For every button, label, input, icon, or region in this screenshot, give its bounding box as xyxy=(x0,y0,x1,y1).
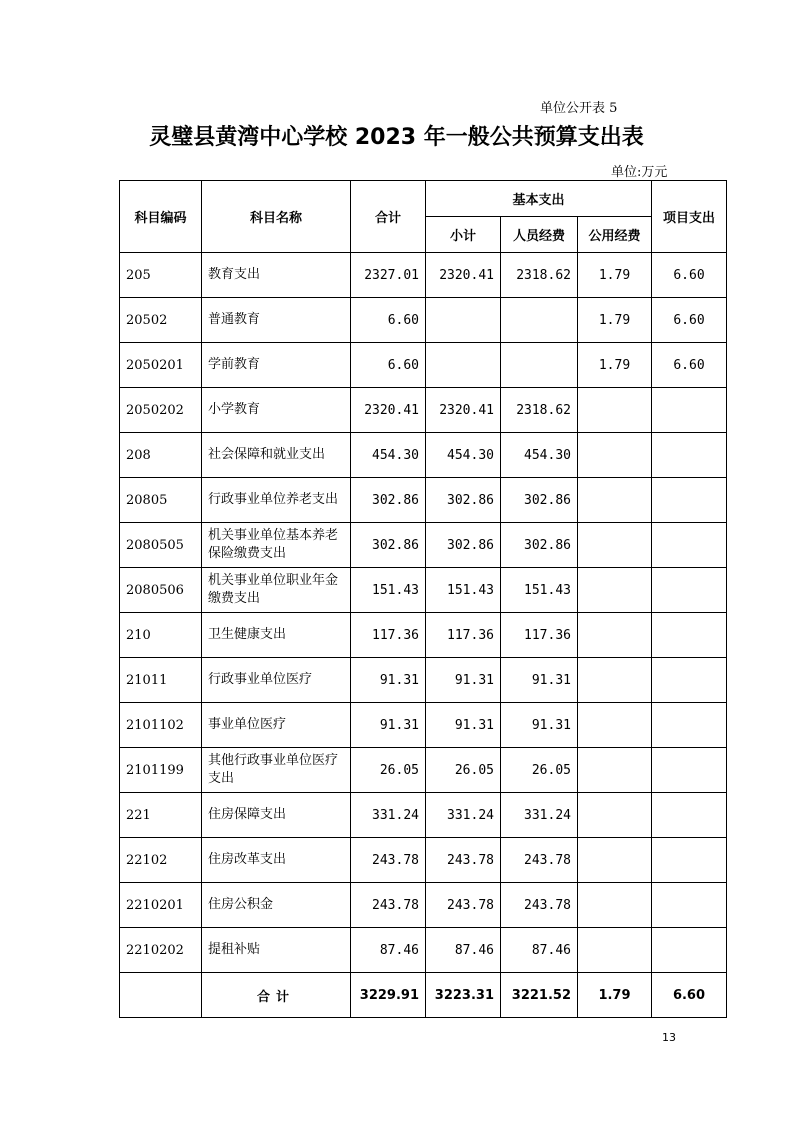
cell-subtotal: 91.31 xyxy=(426,703,501,748)
cell-public xyxy=(578,883,652,928)
cell-project xyxy=(652,793,727,838)
cell-personnel: 302.86 xyxy=(501,478,578,523)
cell-personnel: 26.05 xyxy=(501,748,578,793)
cell-public xyxy=(578,658,652,703)
cell-subtotal: 302.86 xyxy=(426,478,501,523)
cell-code: 2210201 xyxy=(120,883,202,928)
cell-public xyxy=(578,928,652,973)
cell-name: 学前教育 xyxy=(202,343,351,388)
cell-subtotal: 243.78 xyxy=(426,883,501,928)
cell-project xyxy=(652,478,727,523)
total-row-personnel: 3221.52 xyxy=(501,973,578,1018)
table-row xyxy=(120,838,727,883)
cell-subtotal xyxy=(426,343,501,388)
cell-public xyxy=(578,703,652,748)
cell-total: 117.36 xyxy=(351,613,426,658)
cell-subtotal: 2320.41 xyxy=(426,253,501,298)
cell-personnel: 91.31 xyxy=(501,703,578,748)
total-row-public: 1.79 xyxy=(578,973,652,1018)
cell-personnel: 91.31 xyxy=(501,658,578,703)
budget-table xyxy=(119,180,727,1018)
table-row xyxy=(120,433,727,478)
cell-public xyxy=(578,388,652,433)
cell-public: 1.79 xyxy=(578,253,652,298)
cell-project xyxy=(652,568,727,613)
cell-code: 2101199 xyxy=(120,748,202,793)
total-row-code-cell xyxy=(120,973,202,1018)
cell-personnel: 302.86 xyxy=(501,523,578,568)
page-number: 13 xyxy=(662,1031,676,1044)
cell-project xyxy=(652,703,727,748)
header-total: 合计 xyxy=(351,181,426,253)
cell-code: 2050201 xyxy=(120,343,202,388)
cell-project xyxy=(652,388,727,433)
cell-total: 2320.41 xyxy=(351,388,426,433)
cell-name: 教育支出 xyxy=(202,253,351,298)
cell-name: 事业单位医疗 xyxy=(202,703,351,748)
cell-name: 住房公积金 xyxy=(202,883,351,928)
cell-name: 卫生健康支出 xyxy=(202,613,351,658)
header-subtotal: 小计 xyxy=(426,217,501,253)
cell-project: 6.60 xyxy=(652,298,727,343)
cell-project xyxy=(652,883,727,928)
cell-subtotal xyxy=(426,298,501,343)
cell-code: 20502 xyxy=(120,298,202,343)
table-row xyxy=(120,793,727,838)
cell-code: 205 xyxy=(120,253,202,298)
cell-subtotal: 151.43 xyxy=(426,568,501,613)
cell-name: 其他行政事业单位医疗支出 xyxy=(202,748,351,793)
table-number-label: 单位公开表 5 xyxy=(540,101,618,116)
cell-personnel: 87.46 xyxy=(501,928,578,973)
cell-personnel: 2318.62 xyxy=(501,388,578,433)
cell-name: 社会保障和就业支出 xyxy=(202,433,351,478)
cell-public xyxy=(578,433,652,478)
cell-name: 行政事业单位医疗 xyxy=(202,658,351,703)
table-row xyxy=(120,478,727,523)
total-row-subtotal: 3223.31 xyxy=(426,973,501,1018)
cell-code: 2080505 xyxy=(120,523,202,568)
page-title: 灵璧县黄湾中心学校 2023 年一般公共预算支出表 xyxy=(149,125,644,150)
cell-subtotal: 454.30 xyxy=(426,433,501,478)
table-row xyxy=(120,568,727,613)
cell-project xyxy=(652,658,727,703)
table-row xyxy=(120,523,727,568)
cell-code: 2101102 xyxy=(120,703,202,748)
cell-name: 住房保障支出 xyxy=(202,793,351,838)
total-row-total: 3229.91 xyxy=(351,973,426,1018)
cell-code: 22102 xyxy=(120,838,202,883)
cell-total: 6.60 xyxy=(351,343,426,388)
cell-project xyxy=(652,748,727,793)
cell-project xyxy=(652,523,727,568)
cell-name: 提租补贴 xyxy=(202,928,351,973)
cell-project: 6.60 xyxy=(652,253,727,298)
cell-public xyxy=(578,613,652,658)
cell-code: 2080506 xyxy=(120,568,202,613)
cell-project xyxy=(652,838,727,883)
total-row xyxy=(120,973,727,1018)
cell-name: 机关事业单位职业年金缴费支出 xyxy=(202,568,351,613)
cell-public xyxy=(578,523,652,568)
cell-name: 普通教育 xyxy=(202,298,351,343)
cell-personnel xyxy=(501,343,578,388)
cell-public xyxy=(578,478,652,523)
cell-code: 208 xyxy=(120,433,202,478)
cell-personnel: 117.36 xyxy=(501,613,578,658)
total-row-label: 合计 xyxy=(202,973,351,1018)
cell-subtotal: 2320.41 xyxy=(426,388,501,433)
cell-total: 2327.01 xyxy=(351,253,426,298)
cell-total: 243.78 xyxy=(351,883,426,928)
total-row-project: 6.60 xyxy=(652,973,727,1018)
table-body xyxy=(120,253,727,973)
table-row xyxy=(120,703,727,748)
cell-subtotal: 302.86 xyxy=(426,523,501,568)
table-row xyxy=(120,253,727,298)
cell-total: 331.24 xyxy=(351,793,426,838)
cell-name: 机关事业单位基本养老保险缴费支出 xyxy=(202,523,351,568)
cell-personnel: 2318.62 xyxy=(501,253,578,298)
header-basic-expenditure: 基本支出 xyxy=(426,181,652,217)
cell-total: 91.31 xyxy=(351,658,426,703)
cell-public: 1.79 xyxy=(578,343,652,388)
cell-total: 91.31 xyxy=(351,703,426,748)
cell-total: 302.86 xyxy=(351,478,426,523)
cell-name: 行政事业单位养老支出 xyxy=(202,478,351,523)
header-name: 科目名称 xyxy=(202,181,351,253)
cell-public xyxy=(578,568,652,613)
cell-personnel: 331.24 xyxy=(501,793,578,838)
table-row xyxy=(120,928,727,973)
table-row xyxy=(120,613,727,658)
header-personnel-cost: 人员经费 xyxy=(501,217,578,253)
header-public-cost: 公用经费 xyxy=(578,217,652,253)
table-row xyxy=(120,388,727,433)
cell-project: 6.60 xyxy=(652,343,727,388)
cell-total: 243.78 xyxy=(351,838,426,883)
cell-subtotal: 91.31 xyxy=(426,658,501,703)
cell-subtotal: 26.05 xyxy=(426,748,501,793)
table-row xyxy=(120,298,727,343)
cell-personnel: 454.30 xyxy=(501,433,578,478)
cell-public xyxy=(578,838,652,883)
cell-project xyxy=(652,613,727,658)
cell-total: 87.46 xyxy=(351,928,426,973)
cell-code: 210 xyxy=(120,613,202,658)
cell-personnel: 151.43 xyxy=(501,568,578,613)
cell-code: 2050202 xyxy=(120,388,202,433)
table-row xyxy=(120,658,727,703)
table-row xyxy=(120,883,727,928)
table-row xyxy=(120,748,727,793)
table-row xyxy=(120,343,727,388)
cell-total: 26.05 xyxy=(351,748,426,793)
cell-code: 21011 xyxy=(120,658,202,703)
header-project-expenditure: 项目支出 xyxy=(652,181,727,253)
cell-personnel: 243.78 xyxy=(501,883,578,928)
cell-personnel: 243.78 xyxy=(501,838,578,883)
cell-personnel xyxy=(501,298,578,343)
cell-public: 1.79 xyxy=(578,298,652,343)
cell-total: 302.86 xyxy=(351,523,426,568)
unit-label: 单位:万元 xyxy=(611,165,668,180)
cell-total: 454.30 xyxy=(351,433,426,478)
cell-code: 221 xyxy=(120,793,202,838)
cell-subtotal: 87.46 xyxy=(426,928,501,973)
cell-subtotal: 117.36 xyxy=(426,613,501,658)
cell-public xyxy=(578,793,652,838)
cell-project xyxy=(652,433,727,478)
cell-subtotal: 243.78 xyxy=(426,838,501,883)
cell-public xyxy=(578,748,652,793)
cell-total: 6.60 xyxy=(351,298,426,343)
cell-name: 住房改革支出 xyxy=(202,838,351,883)
cell-name: 小学教育 xyxy=(202,388,351,433)
cell-subtotal: 331.24 xyxy=(426,793,501,838)
cell-code: 2210202 xyxy=(120,928,202,973)
header-code: 科目编码 xyxy=(120,181,202,253)
cell-code: 20805 xyxy=(120,478,202,523)
cell-total: 151.43 xyxy=(351,568,426,613)
cell-project xyxy=(652,928,727,973)
